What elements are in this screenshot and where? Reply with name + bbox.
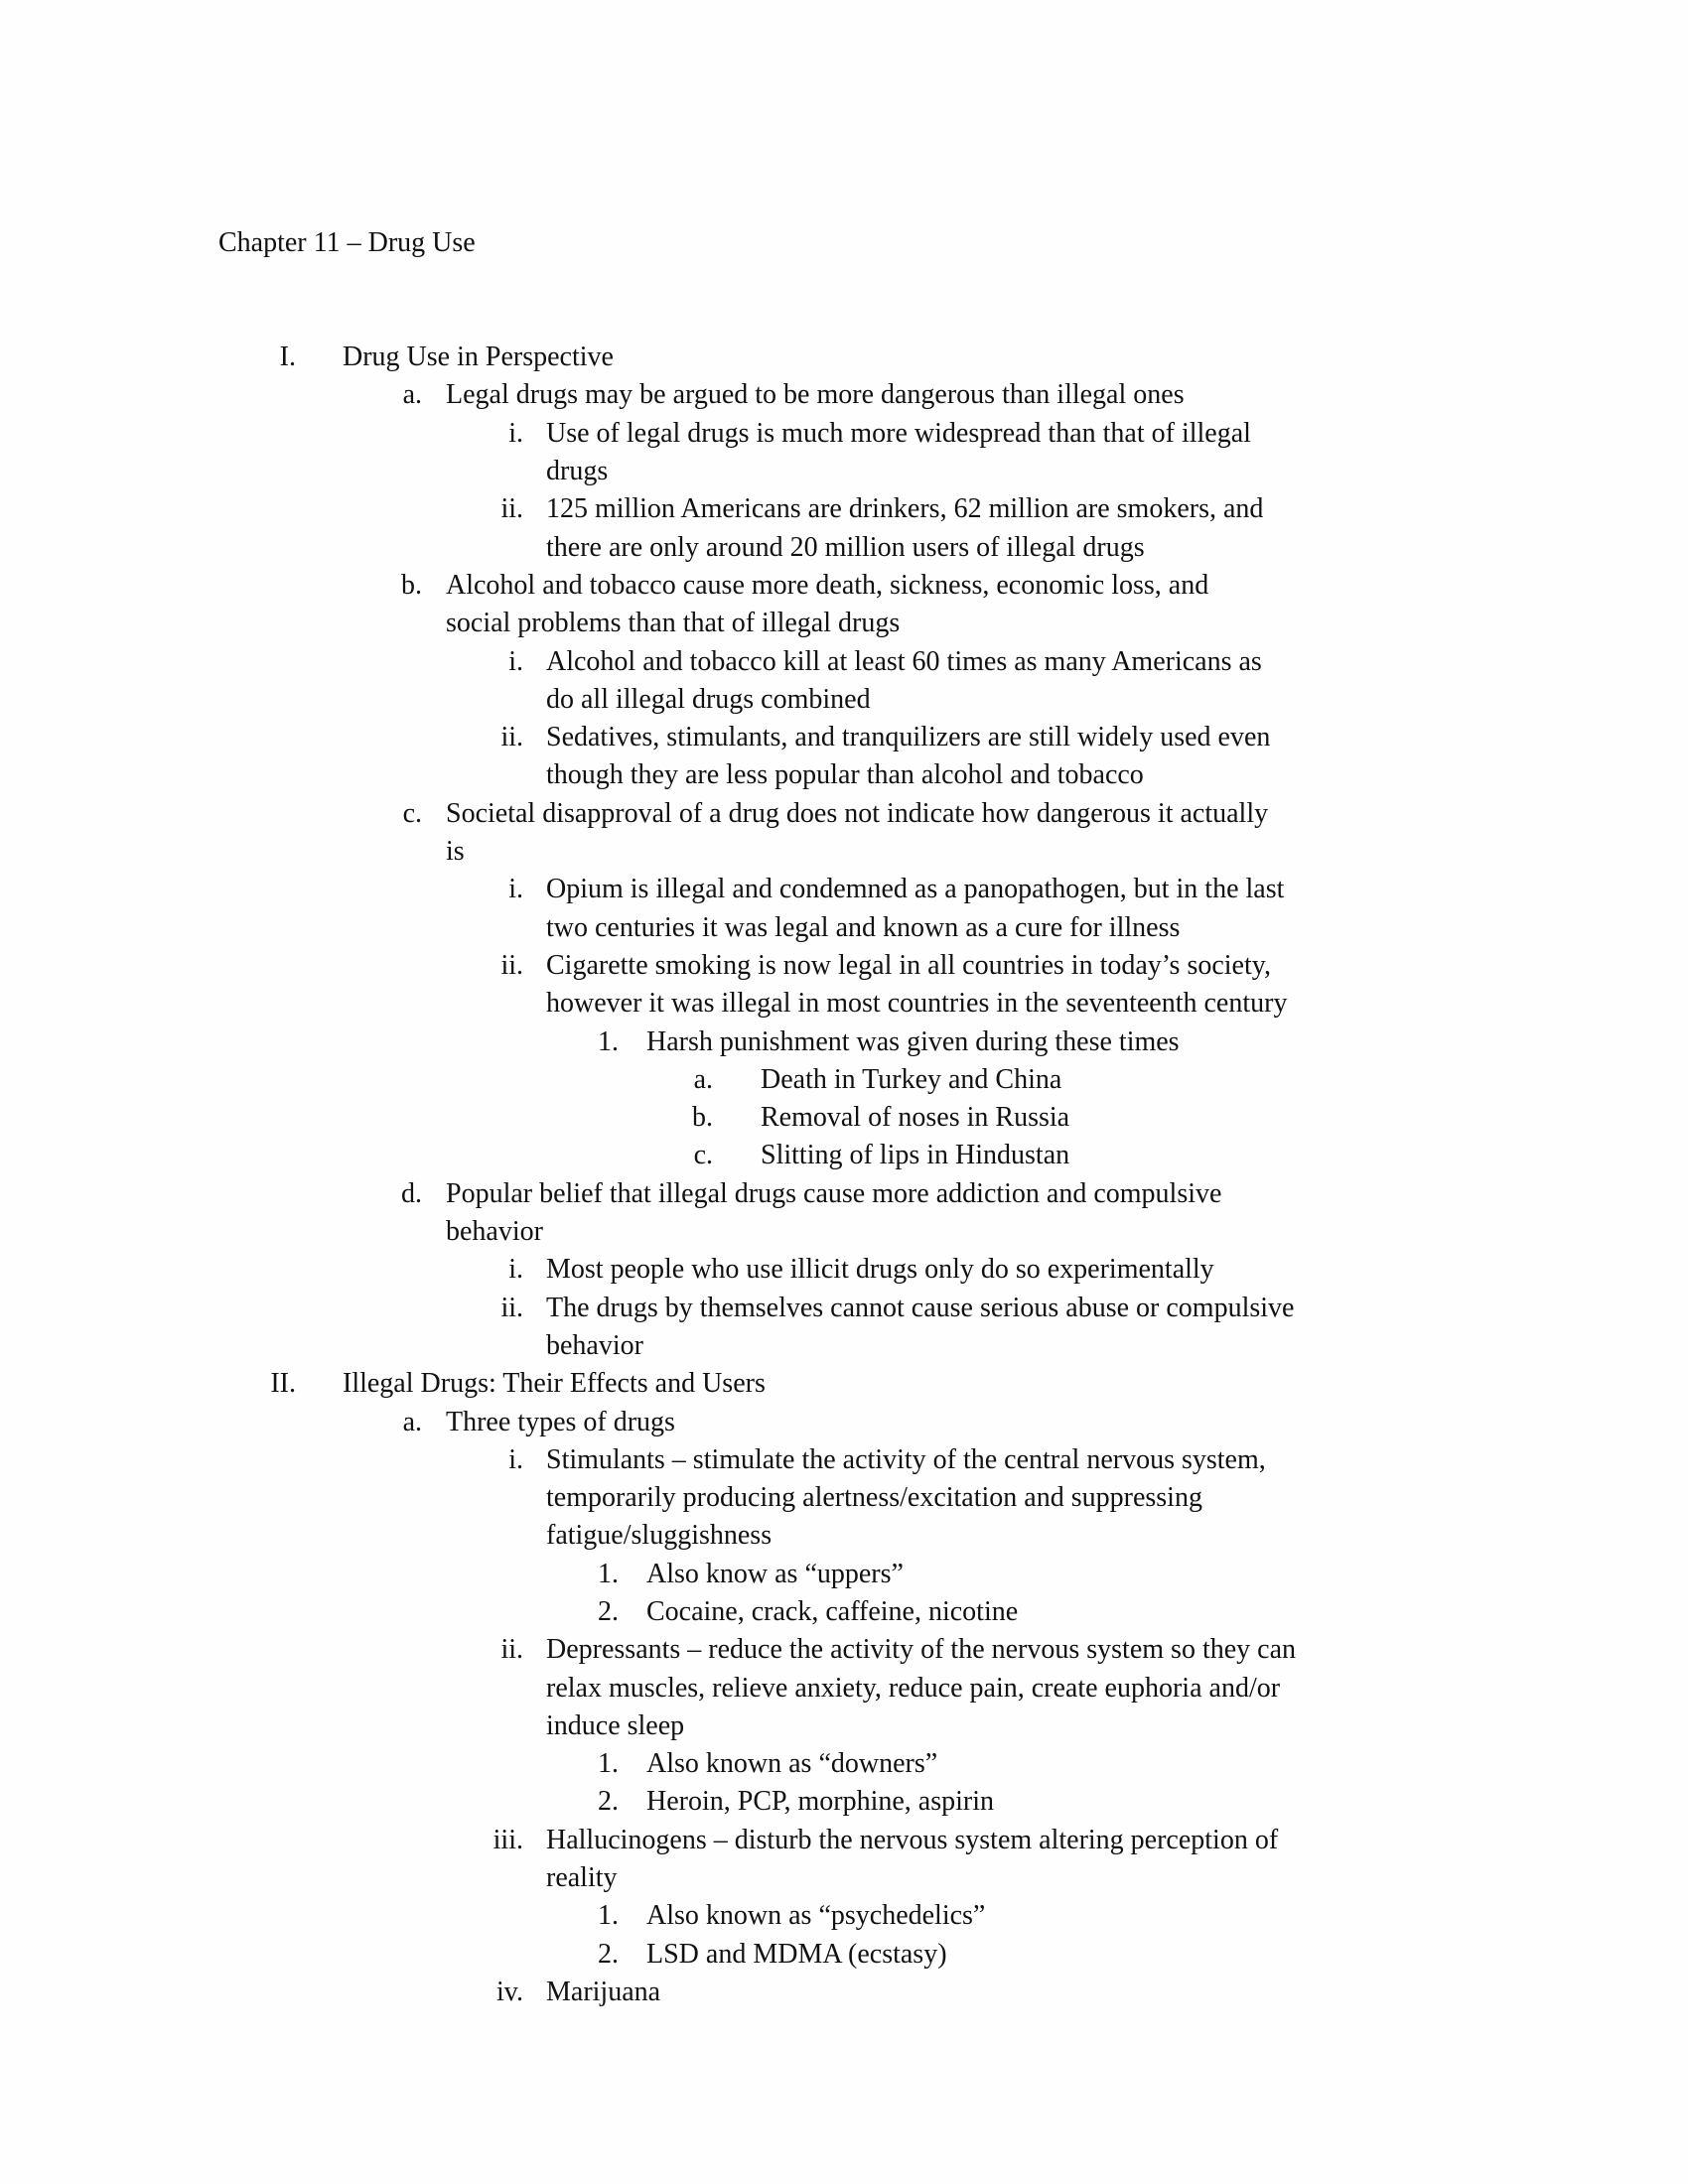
- document-content: [0, 187, 1688, 2011]
- outline-text: Also know as “uppers”: [646, 1558, 904, 1589]
- outline-text: Alcohol and tobacco cause more death, sickness, economic loss, and: [446, 569, 1209, 601]
- outline-line-romanette: [0, 1631, 1688, 1669]
- outline-text: 125 million Americans are drinkers, 62 million are smokers, and: [546, 493, 1264, 525]
- outline-line-romanette: [0, 415, 1688, 453]
- outline-text: Drug Use in Perspective: [343, 341, 614, 373]
- outline-continuation-line: [0, 909, 1688, 947]
- outline-line-number: [0, 1783, 1688, 1821]
- list-marker: ii.: [500, 1292, 523, 1323]
- outline-text: Stimulants – stimulate the activity of the central nervous system,: [546, 1443, 1266, 1475]
- outline-line-roman: [0, 1365, 1688, 1403]
- blank-line: [0, 301, 1688, 339]
- outline-text: The drugs by themselves cannot cause serious abuse or compulsive: [546, 1292, 1295, 1323]
- outline-continuation-line: [0, 833, 1688, 871]
- outline-line-alpha: [0, 1175, 1688, 1213]
- outline-text: Death in Turkey and China: [761, 1063, 1062, 1095]
- outline-text: Hallucinogens – disturb the nervous system altering perception of: [546, 1824, 1279, 1855]
- outline-text: social problems than that of illegal drugs: [446, 608, 901, 639]
- outline-text: Heroin, PCP, morphine, aspirin: [646, 1786, 994, 1818]
- outline-line-number: [0, 1024, 1688, 1061]
- outline-text: Cigarette smoking is now legal in all countries in today’s society,: [546, 949, 1271, 981]
- outline-continuation-line: [0, 1707, 1688, 1745]
- outline-continuation-line: [0, 1327, 1688, 1365]
- list-marker: i.: [508, 1254, 523, 1286]
- outline-text: Marijuana: [546, 1976, 661, 2007]
- outline-text: Removal of noses in Russia: [761, 1102, 1070, 1134]
- list-marker: 1.: [598, 1748, 619, 1780]
- list-marker: d.: [401, 1177, 422, 1209]
- list-marker: 2.: [598, 1938, 619, 1970]
- list-marker: ii.: [500, 949, 523, 981]
- outline-text: Societal disapproval of a drug does not indicate how dangerous it actually: [446, 797, 1269, 829]
- outline-line-romanette: [0, 1974, 1688, 2011]
- outline-text: Also known as “psychedelics”: [646, 1900, 986, 1932]
- list-marker: I.: [279, 341, 296, 373]
- outline-text: drugs: [546, 456, 609, 487]
- outline-text: do all illegal drugs combined: [546, 683, 871, 715]
- list-marker: i.: [508, 1443, 523, 1475]
- outline-line-romanette: [0, 1822, 1688, 1859]
- outline-line-romanette: [0, 643, 1688, 681]
- outline-line-romanette: [0, 947, 1688, 985]
- outline-text: behavior: [446, 1216, 543, 1248]
- outline-line-romanette: [0, 719, 1688, 756]
- list-marker: 2.: [598, 1595, 619, 1627]
- document-title-text: Chapter 11 – Drug Use: [218, 227, 476, 259]
- outline-line-number: [0, 1936, 1688, 1974]
- outline-line-roman: [0, 339, 1688, 376]
- outline-line-romanette: [0, 1251, 1688, 1289]
- outline-continuation-line: [0, 453, 1688, 490]
- list-marker: ii.: [500, 493, 523, 525]
- outline-text: is: [446, 836, 465, 868]
- list-marker: 1.: [598, 1558, 619, 1589]
- outline-line-number: [0, 1556, 1688, 1593]
- outline-text: Slitting of lips in Hindustan: [761, 1140, 1070, 1171]
- outline-text: fatigue/sluggishness: [546, 1520, 773, 1552]
- outline-line-alpha: [0, 567, 1688, 605]
- list-marker: a.: [693, 1063, 713, 1095]
- outline-text: Most people who use illicit drugs only do so experimentally: [546, 1254, 1214, 1286]
- outline-line-romanette: [0, 871, 1688, 908]
- outline-text: though they are less popular than alcohol and tobacco: [546, 759, 1144, 791]
- outline-text: Popular belief that illegal drugs cause more addiction and compulsive: [446, 1177, 1222, 1209]
- outline-continuation-line: [0, 756, 1688, 794]
- outline-line-romanette: [0, 1290, 1688, 1327]
- list-marker: 2.: [598, 1786, 619, 1818]
- outline-line-romanette: [0, 1441, 1688, 1479]
- outline-continuation-line: [0, 1517, 1688, 1555]
- outline-text: Three types of drugs: [446, 1406, 675, 1437]
- outline-continuation-line: [0, 1479, 1688, 1517]
- outline-text: Illegal Drugs: Their Effects and Users: [343, 1368, 766, 1400]
- list-marker: iv.: [496, 1976, 523, 2007]
- list-marker: ii.: [500, 1634, 523, 1666]
- outline-continuation-line: [0, 1670, 1688, 1707]
- list-marker: 1.: [598, 1900, 619, 1932]
- outline-text: two centuries it was legal and known as a cure for illness: [546, 911, 1181, 943]
- outline-text: Also known as “downers”: [646, 1748, 938, 1780]
- outline-text: however it was illegal in most countries in the seventeenth century: [546, 988, 1288, 1020]
- outline-text: LSD and MDMA (ecstasy): [646, 1938, 947, 1970]
- outline-text: Opium is illegal and condemned as a panopathogen, but in the last: [546, 874, 1285, 905]
- outline-text: Depressants – reduce the activity of the nervous system so they can: [546, 1634, 1297, 1666]
- outline-continuation-line: [0, 985, 1688, 1023]
- outline-text: Sedatives, stimulants, and tranquilizers are still widely used even: [546, 722, 1271, 753]
- list-marker: a.: [402, 379, 422, 411]
- outline-line-number: [0, 1593, 1688, 1631]
- list-marker: i.: [508, 417, 523, 449]
- outline-text: induce sleep: [546, 1709, 685, 1741]
- outline-text: Use of legal drugs is much more widespread than that of illegal: [546, 417, 1251, 449]
- outline-text: reality: [546, 1862, 618, 1894]
- outline-continuation-line: [0, 681, 1688, 719]
- outline-line-alpha2: [0, 1137, 1688, 1174]
- outline-text: temporarily producing alertness/excitation and suppressing: [546, 1482, 1202, 1514]
- list-marker: II.: [270, 1368, 296, 1400]
- list-marker: a.: [402, 1406, 422, 1437]
- list-marker: 1.: [598, 1025, 619, 1057]
- list-marker: i.: [508, 874, 523, 905]
- outline-text: Legal drugs may be argued to be more dangerous than illegal ones: [446, 379, 1185, 411]
- list-marker: b.: [692, 1102, 713, 1134]
- outline-line-alpha: [0, 795, 1688, 833]
- document-title: [0, 187, 1688, 301]
- outline-text: behavior: [546, 1329, 643, 1361]
- outline-continuation-line: [0, 1859, 1688, 1897]
- list-marker: i.: [508, 645, 523, 677]
- outline-text: relax muscles, relieve anxiety, reduce pain, create euphoria and/or: [546, 1672, 1281, 1704]
- outline-continuation-line: [0, 529, 1688, 567]
- list-marker: c.: [402, 797, 422, 829]
- outline-continuation-line: [0, 1213, 1688, 1251]
- outline-text: Cocaine, crack, caffeine, nicotine: [646, 1595, 1019, 1627]
- outline-line-alpha2: [0, 1061, 1688, 1099]
- outline-text: Alcohol and tobacco kill at least 60 times as many Americans as: [546, 645, 1262, 677]
- outline-line-alpha: [0, 1404, 1688, 1441]
- outline-line-number: [0, 1897, 1688, 1935]
- outline-text: there are only around 20 million users of illegal drugs: [546, 531, 1145, 563]
- list-marker: iii.: [492, 1824, 523, 1855]
- outline-line-alpha: [0, 376, 1688, 414]
- outline-line-number: [0, 1745, 1688, 1783]
- list-marker: ii.: [500, 722, 523, 753]
- outline-text: Harsh punishment was given during these times: [646, 1025, 1180, 1057]
- list-marker: b.: [401, 569, 422, 601]
- outline-line-romanette: [0, 490, 1688, 528]
- list-marker: c.: [693, 1140, 713, 1171]
- outline-continuation-line: [0, 605, 1688, 642]
- outline-line-alpha2: [0, 1099, 1688, 1137]
